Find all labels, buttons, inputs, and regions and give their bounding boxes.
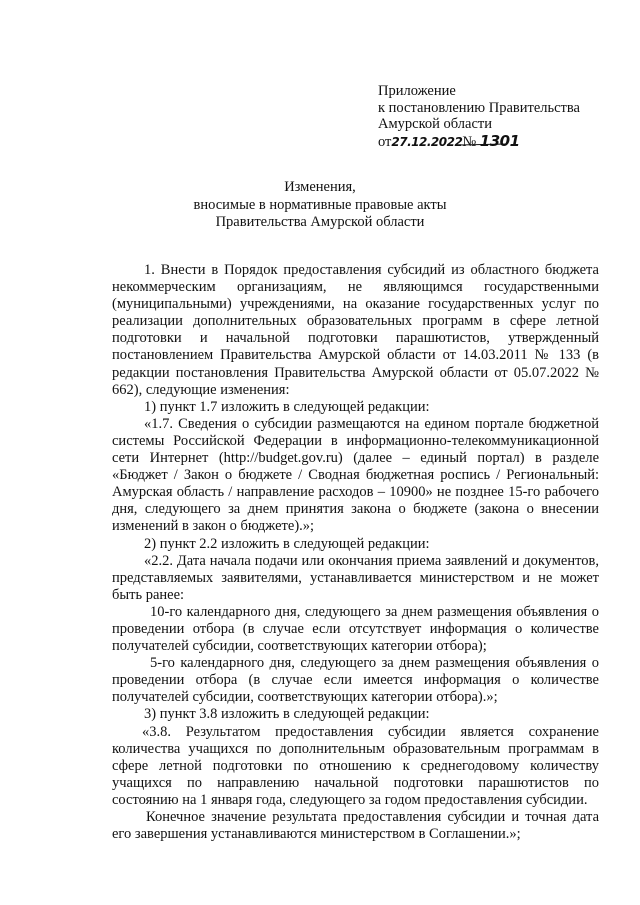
paragraph-4: 2) пункт 2.2 изложить в следующей редакции: <box>144 535 430 552</box>
paragraph-3: «1.7. Сведения о субсидии размещаются на едином портале бюджетной системы Российской Федерации в информационно-телекоммуникационной сети Интернет (http://budget.gov.ru) (далее – единый портал) в разделе «Бюджет / Закон о бюджете / Сводная бюджетная роспись / Региональный: Амурская область / направление расходов – 10900» не позднее 15-го рабочего дня, следующего за днем принятия закона о бюджете (закона о внесении изменений в закон о бюджете).»; <box>112 415 599 535</box>
underline-mark <box>458 142 508 148</box>
appendix-block <box>378 83 580 150</box>
title-line-1: Изменения, <box>284 179 356 195</box>
document-title <box>0 179 640 232</box>
paragraph-2: 1) пункт 1.7 изложить в следующей редакции: <box>144 398 430 415</box>
appendix-date-line <box>378 133 580 151</box>
document-body <box>112 262 599 843</box>
paragraph-5: «2.2. Дата начала подачи или окончания приема заявлений и документов, представляемых заявителями, устанавливается министерством и не может быть ранее: <box>112 552 599 603</box>
paragraph-10: Конечное значение результата предоставления субсидии и точная дата его завершения устанавливаются министерством в Соглашении.»; <box>112 809 599 843</box>
title-line-2: вносимые в нормативные правовые акты <box>193 196 447 213</box>
paragraph-8: 3) пункт 3.8 изложить в следующей редакции: <box>144 706 430 723</box>
paragraph-7: 5-го календарного дня, следующего за днем размещения объявления о проведении отбора (в случае если имеется информация о количестве получателей субсидии, соответствующих категории отбора).»; <box>112 655 599 706</box>
title-line-3: Правительства Амурской области <box>215 214 425 230</box>
appendix-line-3: Амурской области <box>378 116 492 132</box>
appendix-line-2: к постановлению Правительства <box>378 99 580 116</box>
paragraph-6: 10-го календарного дня, следующего за днем размещения объявления о проведении отбора (в случае если отсутствует информация о количестве получателей субсидии, соответствующих категории отбора); <box>112 603 599 655</box>
paragraph-9: «3.8. Результатом предоставления субсидии является сохранение количества учащихся по дополнительным образовательным программам в сфере летной подготовки по отношению к среднегодовому количеству учащихся по направлению начальной подготовки парашютистов по состоянию на 1 января года, следующего за годом предоставления субсидии. <box>112 723 599 808</box>
from-prefix: от <box>378 133 392 150</box>
handwritten-date: 27.12.2022 <box>391 134 463 149</box>
number-sign: № <box>462 133 477 150</box>
appendix-line-1: Приложение <box>378 83 456 99</box>
paragraph-1: 1. Внести в Порядок предоставления субсидий из областного бюджета некоммерческим организациям, не являющимся государственными (муниципальными) учреждениями, на оказание государственных услуг по реализации дополнительных образовательных программ в сфере летной подготовки и начальной подготовки парашютистов, утвержденный постановлением Правительства Амурской области от 14.03.2011 № 133 (в редакции постановления Правительства Амурской области от 05.07.2022 № 662), следующие изменения: <box>112 262 599 398</box>
handwritten-number: 1301 <box>479 131 520 150</box>
